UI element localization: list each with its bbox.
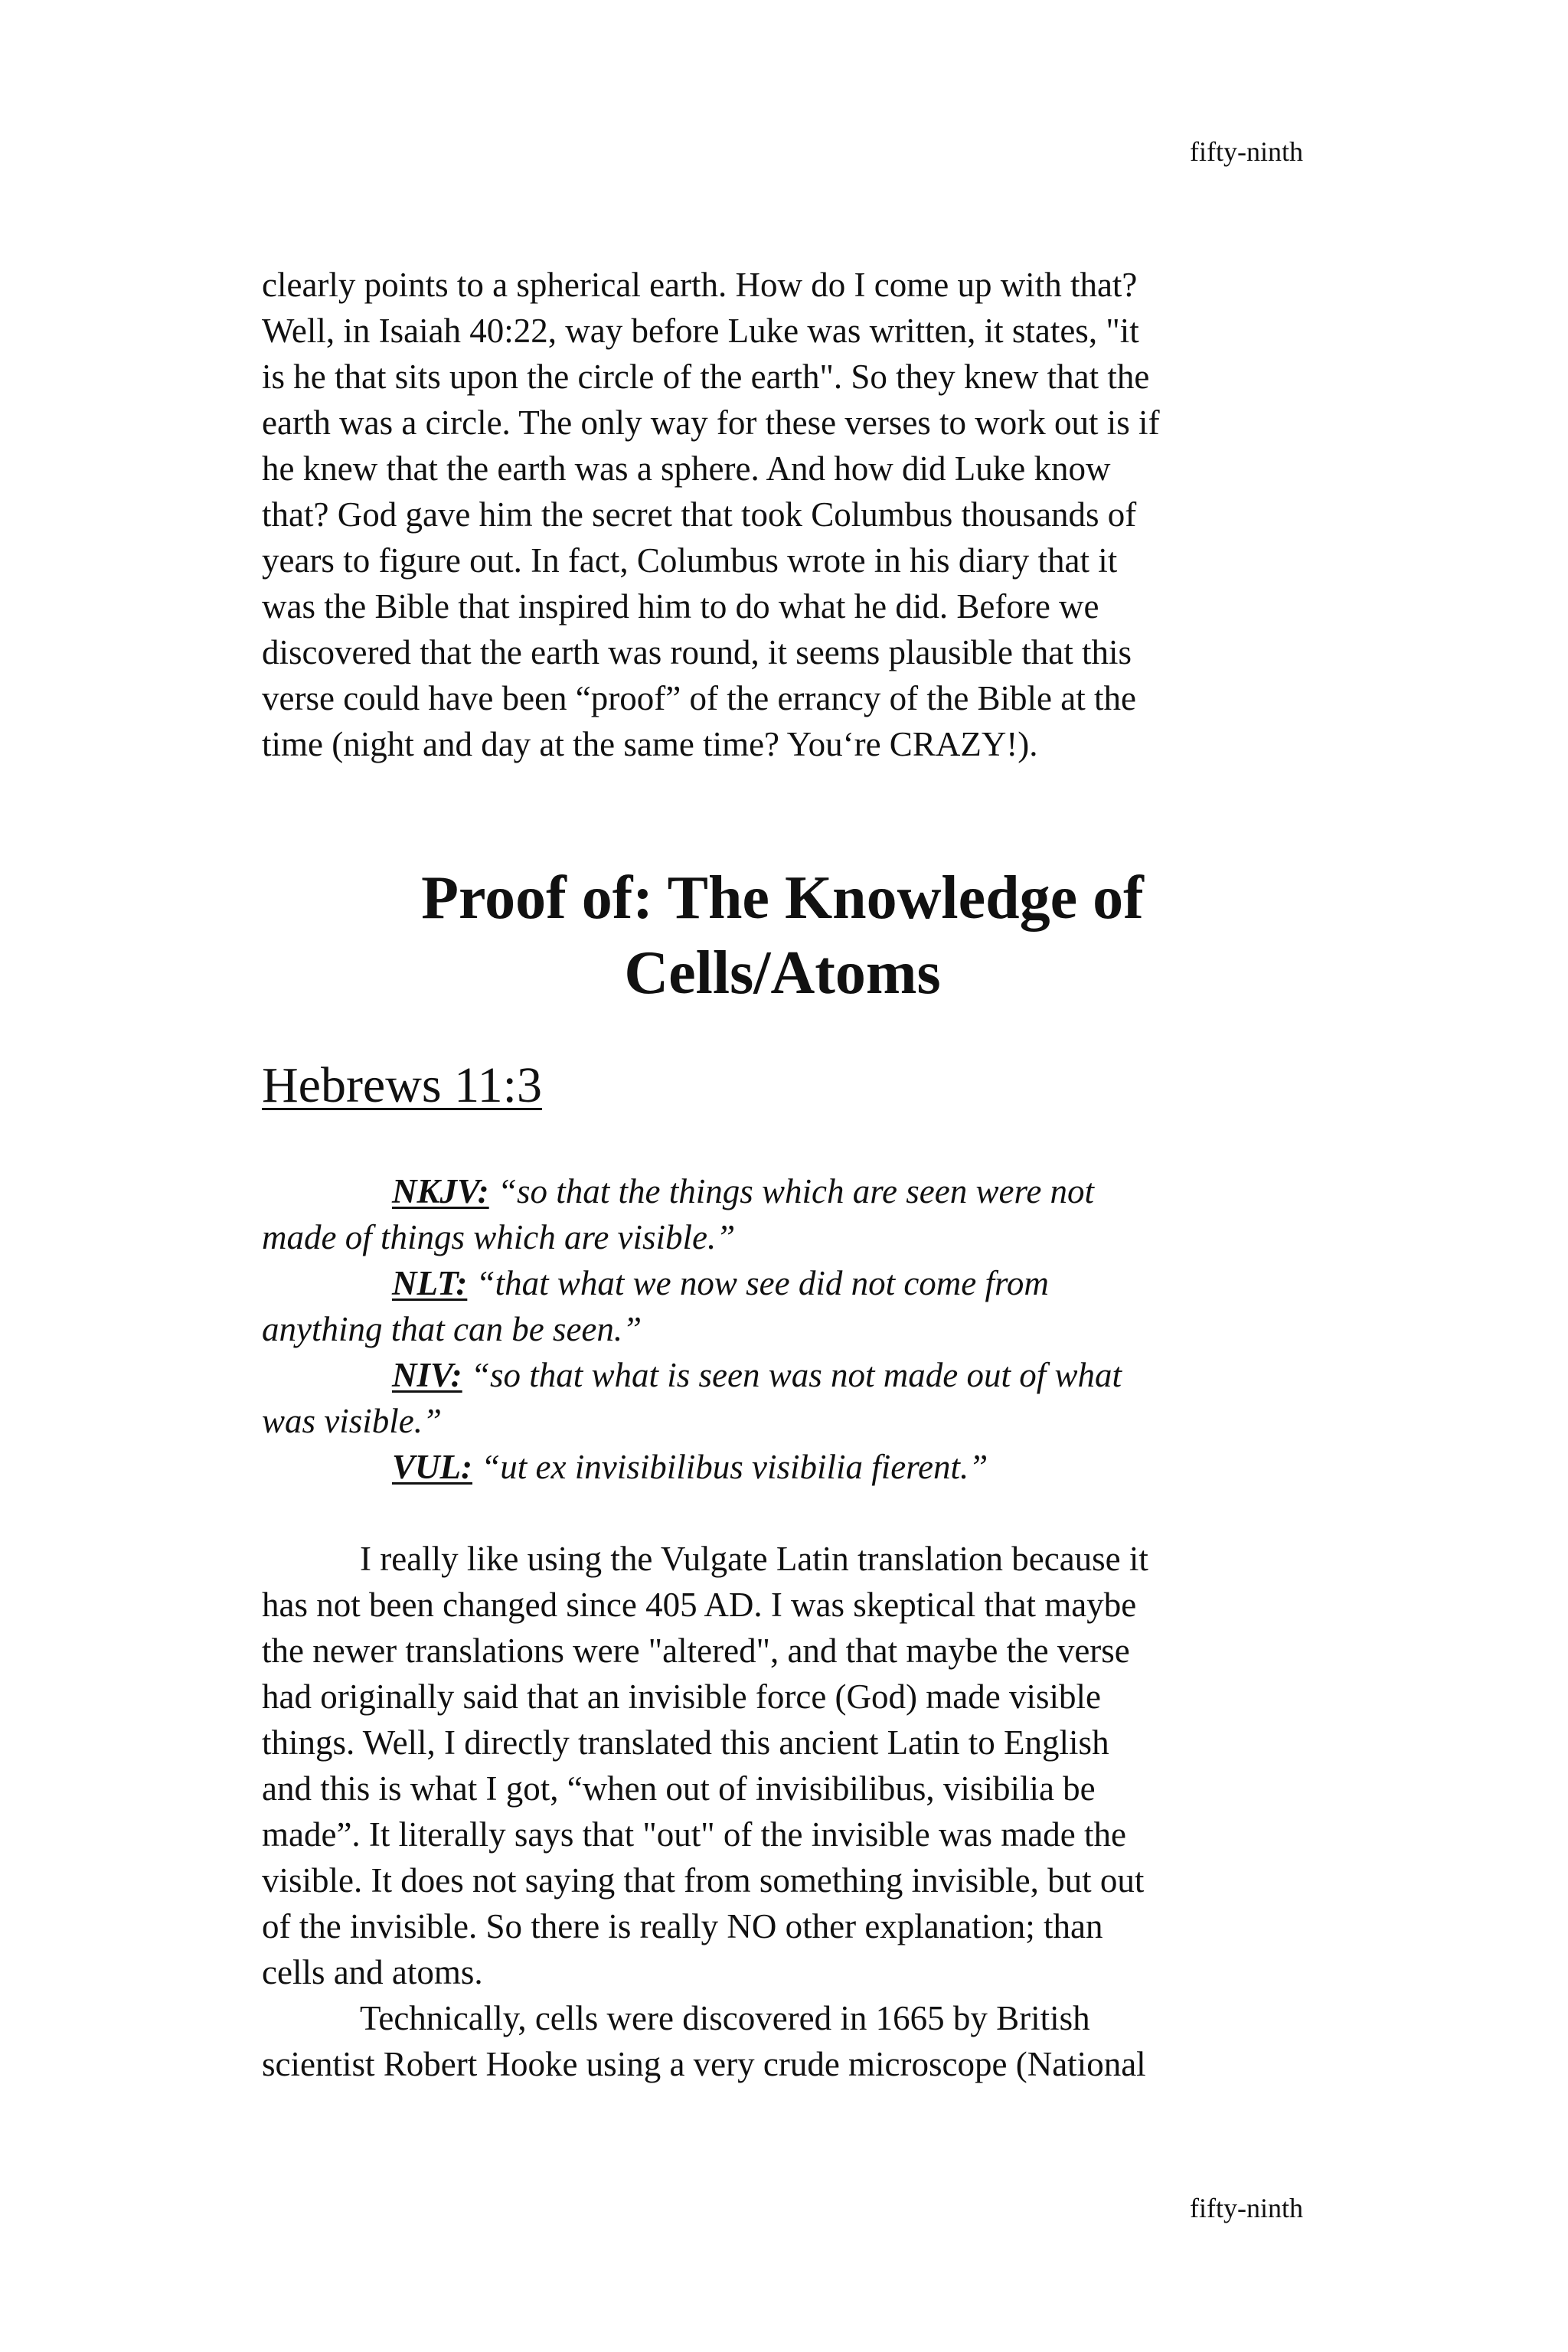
running-head: fifty-ninth <box>1190 136 1303 167</box>
verse-text: “ut ex invisibilibus visibilia fierent.” <box>472 1448 988 1486</box>
text-line: earth was a circle. The only way for these verses to work out is if <box>262 403 1160 442</box>
chapter-title-line: Proof of: The Knowledge of <box>421 864 1144 932</box>
text-line: is he that sits upon the circle of the earth". So they knew that the <box>262 358 1150 396</box>
verse-line <box>262 1260 1318 1306</box>
translation-label: NKJV: <box>392 1172 489 1210</box>
text-line: time (night and day at the same time? You‘re CRAZY!). <box>262 725 1038 763</box>
text-line: that? God gave him the secret that took Columbus thousands of <box>262 495 1137 534</box>
verse-text: “that what we now see did not come from <box>467 1264 1049 1302</box>
text-line: verse could have been “proof” of the errancy of the Bible at the <box>262 679 1136 717</box>
text-line: Technically, cells were discovered in 1665 by British <box>360 1999 1090 2037</box>
verse-line <box>262 1352 1318 1398</box>
text-line: clearly points to a spherical earth. How do I come up with that? <box>262 266 1138 304</box>
chapter-title <box>262 861 1303 1011</box>
verse-line <box>262 1168 1318 1214</box>
verse-line: anything that can be seen.” <box>262 1310 642 1348</box>
verse-translations <box>262 1168 1318 1490</box>
text-line: and this is what I got, “when out of invisibilibus, visibilia be <box>262 1769 1096 1808</box>
text-line: scientist Robert Hooke using a very crude microscope (National <box>262 2045 1146 2083</box>
text-line: he knew that the earth was a sphere. And how did Luke know <box>262 449 1111 488</box>
body-paragraphs <box>262 1536 1318 2087</box>
verse-line: was visible.” <box>262 1402 443 1440</box>
text-line: years to figure out. In fact, Columbus wrote in his diary that it <box>262 541 1118 580</box>
text-line: made”. It literally says that "out" of the invisible was made the <box>262 1815 1126 1854</box>
text-line: Well, in Isaiah 40:22, way before Luke was written, it states, "it <box>262 312 1139 350</box>
verse-line <box>262 1444 1318 1490</box>
text-line: cells and atoms. <box>262 1953 483 1991</box>
text-line: things. Well, I directly translated this ancient Latin to English <box>262 1723 1109 1762</box>
text-line: was the Bible that inspired him to do what he did. Before we <box>262 587 1099 626</box>
chapter-title-line: Cells/Atoms <box>624 939 941 1007</box>
intro-paragraph <box>262 262 1318 767</box>
text-line: discovered that the earth was round, it seems plausible that this <box>262 633 1132 671</box>
verse-text: “so that the things which are seen were not <box>488 1172 1095 1210</box>
text-line: visible. It does not saying that from something invisible, but out <box>262 1861 1145 1900</box>
text-line: of the invisible. So there is really NO other explanation; than <box>262 1907 1103 1945</box>
text-line: I really like using the Vulgate Latin translation because it <box>360 1540 1148 1578</box>
verse-line: made of things which are visible.” <box>262 1218 736 1256</box>
verse-text: “so that what is seen was not made out of what <box>462 1356 1122 1394</box>
section-heading: Hebrews 11:3 <box>262 1057 542 1113</box>
translation-label: NLT: <box>392 1264 468 1302</box>
running-foot: fifty-ninth <box>1190 2193 1303 2223</box>
translation-label: VUL: <box>392 1448 472 1486</box>
translation-label: NIV: <box>392 1356 462 1394</box>
text-line: the newer translations were "altered", and that maybe the verse <box>262 1632 1130 1670</box>
text-line: has not been changed since 405 AD. I was skeptical that maybe <box>262 1586 1137 1624</box>
text-line: had originally said that an invisible force (God) made visible <box>262 1677 1101 1716</box>
